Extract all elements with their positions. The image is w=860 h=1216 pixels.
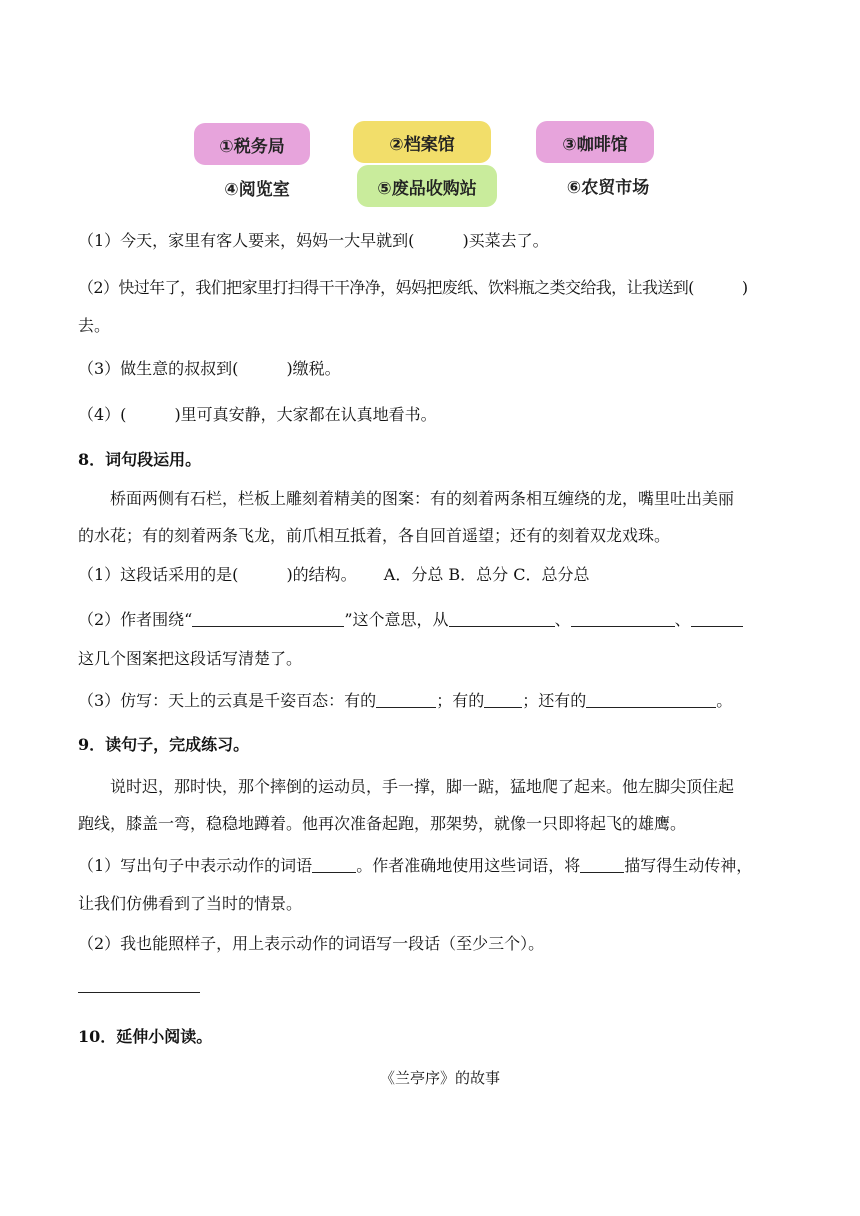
place-badge-cafe: ③咖啡馆 [539,124,651,160]
q8-passage-line-2: 的水花；有的刻着两条飞龙，前爪相互抵着，各自回首遥望；还有的刻着双龙戏珠。 [78,526,671,545]
place-badge-archives: ②档案馆 [356,124,488,160]
q8-s3-text-a: （3）仿写：天上的云真是千姿百态：有的 [78,691,377,710]
q7-s1-text-b: )买菜去了。 [462,231,549,250]
underline-blank[interactable] [376,691,436,708]
q7-sentence-2 [78,276,747,300]
q9-question-1 [78,854,752,878]
q8-s2-text-d: 、 [674,610,691,629]
q8-s3-text-c: ；还有的 [522,691,587,710]
q8-passage-line-1: 桥面两侧有石栏，栏板上雕刻着精美的图案：有的刻着两条相互缠绕的龙，嘴里吐出美丽 [110,489,735,508]
place-badge-market: ⑥农贸市场 [566,177,650,198]
q8-question-2 [78,608,743,632]
q7-s4-text-a: （4）( [78,405,127,424]
q7-sentence-4 [78,403,437,427]
q10-heading: 10．延伸小阅读。 [78,1027,213,1046]
q7-sentence-2-cont: 去。 [78,316,111,335]
q7-s4-text-b: )里可真安静，大家都在认真地看书。 [174,405,437,424]
underline-blank[interactable] [691,610,743,627]
q9-question-1-cont: 让我们仿佛看到了当时的情景。 [78,894,303,913]
place-badge-tax-bureau: ①税务局 [197,126,307,162]
underline-blank[interactable] [580,856,624,873]
q9-s1-text-b: 。作者准确地使用这些词语，将 [356,856,581,875]
q7-s3-text-a: （3）做生意的叔叔到( [78,359,239,378]
q7-s1-text-a: （1）今天，家里有客人要来，妈妈一大早就到( [78,231,415,250]
q8-s2-text-a: （2）作者围绕“ [78,610,193,629]
q8-options: A．分总 B．总分 C．总分总 [383,565,590,584]
underline-blank[interactable] [192,610,344,627]
q7-sentence-3 [78,357,341,381]
underline-blank[interactable] [571,610,675,627]
q8-s3-text-b: ；有的 [436,691,485,710]
place-badge-reading-room: ④阅览室 [224,179,290,200]
q7-sentence-1 [78,229,549,253]
q9-passage-line-2: 跑线，膝盖一弯，稳稳地蹲着。他再次准备起跑，那架势，就像一只即将起飞的雄鹰。 [78,814,687,833]
q7-s2-text-b: ) [741,278,748,297]
q8-s2-text-b: ”这个意思，从 [344,610,449,629]
answer-line[interactable] [78,992,200,993]
q8-heading: 8．词句段运用。 [78,450,202,469]
q9-passage-line-1: 说时迟，那时快，那个摔倒的运动员，手一撑，脚一踮，猛地爬了起来。他左脚尖顶住起 [110,777,735,796]
q8-s1-text-b: )的结构。 [286,565,357,584]
q8-question-1 [78,563,590,587]
underline-blank[interactable] [312,856,356,873]
q9-heading: 9．读句子，完成练习。 [78,735,250,754]
q7-s2-text-a: （2）快过年了，我们把家里打扫得干干净净，妈妈把废纸、饮料瓶之类交给我，让我送到( [78,278,694,297]
q8-s1-text-a: （1）这段话采用的是( [78,565,239,584]
place-badge-recycling: ⑤废品收购站 [360,168,494,204]
underline-blank[interactable] [586,691,716,708]
q7-s3-text-b: )缴税。 [286,359,341,378]
underline-blank[interactable] [484,691,522,708]
q9-s1-text-c: 描写得生动传神， [624,856,753,875]
q9-question-2: （2）我也能照样子，用上表示动作的词语写一段话（至少三个）。 [78,934,545,953]
q9-s1-text-a: （1）写出句子中表示动作的词语 [78,856,313,875]
q8-s2-text-c: 、 [554,610,571,629]
q10-title: 《兰亭序》的故事 [380,1069,501,1087]
q8-s3-text-d: 。 [716,691,733,710]
q8-question-2-cont: 这几个图案把这段话写清楚了。 [78,649,303,668]
q8-question-3 [78,689,732,713]
underline-blank[interactable] [449,610,555,627]
